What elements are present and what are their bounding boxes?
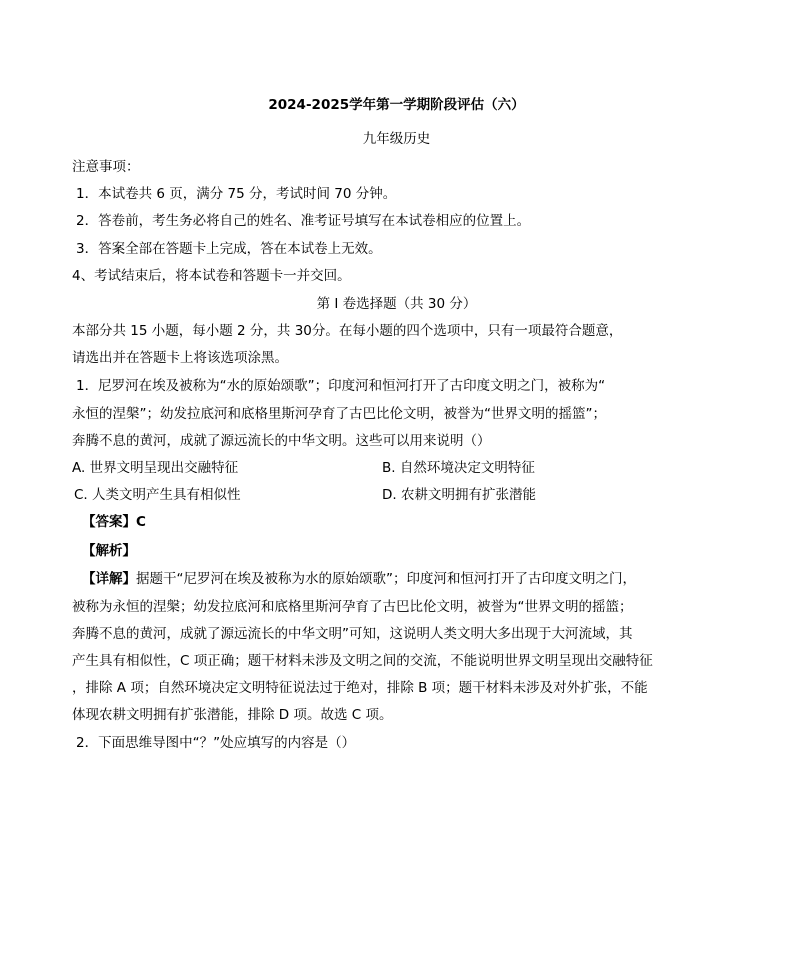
notes-item-4: 4、考试结束后，将本试卷和答题卡一并交回。 xyxy=(72,268,351,284)
q1-option-d: D. 农耕文明拥有扩张潜能 xyxy=(382,487,536,503)
q1-option-b: B. 自然环境决定文明特征 xyxy=(382,460,535,476)
q1-analysis-label: 【解析】 xyxy=(82,543,136,559)
notes-heading: 注意事项： xyxy=(72,159,140,175)
notes-item-2: 2．答卷前，考生务必将自己的姓名、准考证号填写在本试卷相应的位置上。 xyxy=(76,213,531,229)
q1-option-a: A. 世界文明呈现出交融特征 xyxy=(72,460,239,476)
exam-title: 2024-2025学年第一学期阶段评估（六） xyxy=(268,97,525,113)
section-title: 第 I 卷选择题（共 30 分） xyxy=(316,296,477,312)
q1-stem-line-1: 1．尼罗河在埃及被称为“水的原始颂歌”；印度河和恒河打开了古印度文明之门，被称为“ xyxy=(76,378,606,394)
q1-detail-line-2: 被称为永恒的涅槃；幼发拉底河和底格里斯河孕育了古巴比伦文明，被誉为“世界文明的摇篮； xyxy=(72,599,633,615)
q1-detail-line-3: 奔腾不息的黄河，成就了源远流长的中华文明”可知，这说明人类文明大多出现于大河流域，其 xyxy=(72,626,633,642)
q1-detail-line-5: ，排除 A 项；自然环境决定文明特征说法过于绝对，排除 B 项；题干材料未涉及对外扩张，不能 xyxy=(72,680,648,696)
q1-option-c: C. 人类文明产生具有相似性 xyxy=(74,487,241,503)
section-intro-2: 请选出并在答题卡上将该选项涂黑。 xyxy=(72,350,288,366)
notes-item-1: 1．本试卷共 6 页，满分 75 分，考试时间 70 分钟。 xyxy=(76,186,397,202)
q1-detail-line-4: 产生具有相似性，C 项正确；题干材料未涉及文明之间的交流，不能说明世界文明呈现出交融特征 xyxy=(72,653,653,669)
notes-item-3: 3．答案全部在答题卡上完成，答在本试卷上无效。 xyxy=(76,241,382,257)
q1-stem-line-3: 奔腾不息的黄河，成就了源远流长的中华文明。这些可以用来说明（） xyxy=(72,433,491,449)
q2-stem: 2．下面思维导图中“？”处应填写的内容是（） xyxy=(76,735,356,751)
answer-label: 【答案】 xyxy=(82,514,136,530)
section-intro-1: 本部分共 15 小题，每小题 2 分，共 30分。在每小题的四个选项中，只有一项最符合题意， xyxy=(72,323,623,339)
exam-subject: 九年级历史 xyxy=(362,131,431,147)
detail-text: 据题干“尼罗河在埃及被称为水的原始颂歌”；印度河和恒河打开了古印度文明之门， xyxy=(136,571,636,587)
q1-answer xyxy=(82,512,146,532)
answer-value: C xyxy=(136,514,146,530)
detail-label: 【详解】 xyxy=(82,571,136,587)
q1-detail-line-1 xyxy=(82,569,636,589)
q1-stem-line-2: 永恒的涅槃”；幼发拉底河和底格里斯河孕育了古巴比伦文明，被誉为“世界文明的摇篮”； xyxy=(72,406,606,422)
q1-detail-line-6: 体现农耕文明拥有扩张潜能，排除 D 项。故选 C 项。 xyxy=(72,707,393,723)
